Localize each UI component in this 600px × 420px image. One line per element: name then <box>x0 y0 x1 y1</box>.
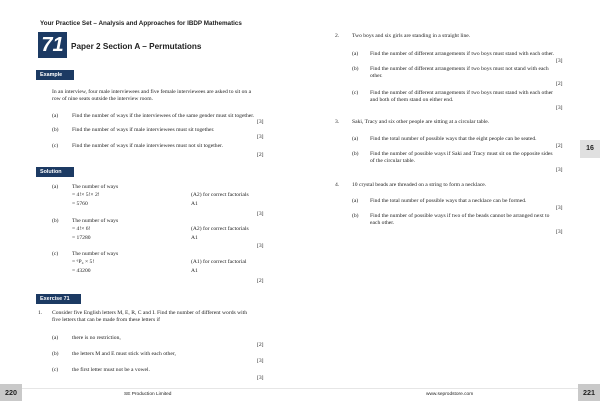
q2-part-b-line-2: other. <box>370 73 383 79</box>
book-header: Your Practice Set – Analysis and Approaches for IBDP Mathematics <box>40 20 242 27</box>
example-part-c-mark: [2] <box>257 152 264 158</box>
q2-number: 2. <box>335 33 340 39</box>
q1-part-b-label: (b) <box>52 351 59 357</box>
footer-website: www.seprodstore.com <box>426 392 474 397</box>
example-part-a-mark: [3] <box>257 119 264 125</box>
q1-part-c-mark: [3] <box>257 375 264 381</box>
unit-title: Paper 2 Section A – Permutations <box>71 42 202 51</box>
solution-label: Solution <box>36 167 74 177</box>
solution-part-a-line-1: The number of ways <box>72 184 119 190</box>
q2-part-c-mark: [3] <box>556 105 563 111</box>
chapter-tab: 16 <box>580 140 600 158</box>
q2-part-b-line-1: Find the number of different arrangements if two boys must not stand with each <box>370 66 549 72</box>
q1-part-a-mark: [2] <box>257 342 264 348</box>
footer-divider <box>0 388 600 389</box>
solution-part-a-note-2: A1 <box>191 201 198 207</box>
q1-part-a-text: there is no restriction, <box>72 335 121 341</box>
solution-part-a-label: (a) <box>52 184 59 190</box>
q2-part-b-label: (b) <box>352 66 359 72</box>
q1-text-line-1: Consider five English letters M, E, R, C and I. Find the number of different words with <box>52 310 248 316</box>
solution-part-c-note-1: (A1) for correct factorial <box>191 259 247 265</box>
q4-part-b-mark: [3] <box>556 229 563 235</box>
solution-part-c-line-2: = ⁶P₄ × 5! <box>72 259 95 265</box>
solution-part-a-mark: [3] <box>257 211 264 217</box>
solution-part-a-note-1: (A2) for correct factorials <box>191 192 249 198</box>
solution-part-c-line-1: The number of ways <box>72 251 119 257</box>
example-part-b-text: Find the number of ways if male interviewees must sit together. <box>72 127 215 133</box>
exercise-label: Exercise 71 <box>36 294 81 304</box>
q3-part-b-mark: [3] <box>556 167 563 173</box>
q1-number: 1. <box>38 310 43 316</box>
q3-part-b-line-1: Find the number of possible ways if Saki and Tracy must sit on the opposite sides <box>370 151 553 157</box>
q2-text: Two boys and six girls are standing in a straight line. <box>352 33 471 39</box>
example-part-b-mark: [3] <box>257 134 264 140</box>
q3-number: 3. <box>335 119 340 125</box>
solution-part-b-note-1: (A2) for correct factorials <box>191 226 249 232</box>
q4-part-b-label: (b) <box>352 213 359 219</box>
example-label: Example <box>36 70 74 80</box>
q4-part-a-label: (a) <box>352 198 359 204</box>
q4-part-b-line-2: each other. <box>370 220 395 226</box>
q3-part-b-line-2: of the circular table. <box>370 158 416 164</box>
left-page-number: 220 <box>0 384 22 401</box>
q3-part-a-line-1: Find the total number of possible ways that the eight people can be seated. <box>370 136 537 142</box>
example-part-b-label: (b) <box>52 127 59 133</box>
q4-text: 10 crystal beads are threaded on a string to form a necklace. <box>352 182 487 188</box>
solution-part-c-note-2: A1 <box>191 268 198 274</box>
q2-part-c-label: (c) <box>352 90 359 96</box>
solution-part-c-mark: [2] <box>257 278 264 284</box>
footer-publisher: SE Production Limited <box>124 392 172 397</box>
q4-part-b-line-1: Find the number of possible ways if two of the beads cannot be arranged next to <box>370 213 550 219</box>
solution-part-b-mark: [3] <box>257 243 264 249</box>
q2-part-a-line-1: Find the number of different arrangements if two boys must stand with each other. <box>370 51 555 57</box>
example-intro-line-2: row of nine seats outside the interview room. <box>52 96 153 102</box>
q2-part-b-mark: [2] <box>556 81 563 87</box>
example-part-c-text: Find the number of ways if male interviewees must not sit together. <box>72 143 224 149</box>
q1-part-c-text: the first letter must not be a vowel. <box>72 367 150 373</box>
example-intro-line-1: In an interview, four male interviewees and five female interviewees are asked to sit on a <box>52 89 252 95</box>
q2-part-a-mark: [3] <box>556 58 563 64</box>
solution-part-b-line-3: = 17280 <box>72 235 91 241</box>
example-part-a-text: Find the number of ways if the interviewees of the same gender must sit together. <box>72 113 255 119</box>
solution-part-b-note-2: A1 <box>191 235 198 241</box>
q2-part-c-line-1: Find the number of different arrangements if two boys must stand with each other <box>370 90 554 96</box>
q3-part-a-label: (a) <box>352 136 359 142</box>
solution-part-c-label: (c) <box>52 251 59 257</box>
q3-part-b-label: (b) <box>352 151 359 157</box>
solution-part-b-label: (b) <box>52 218 59 224</box>
example-part-a-label: (a) <box>52 113 59 119</box>
solution-part-a-line-3: = 5760 <box>72 201 88 207</box>
solution-part-c-line-3: = 43200 <box>72 268 91 274</box>
unit-number-badge: 71 <box>38 32 67 58</box>
q1-part-c-label: (c) <box>52 367 59 373</box>
right-page-number: 221 <box>578 384 600 401</box>
solution-part-b-line-1: The number of ways <box>72 218 119 224</box>
q4-number: 4. <box>335 182 340 188</box>
q3-text: Saki, Tracy and six other people are sitting at a circular table. <box>352 119 490 125</box>
example-part-c-label: (c) <box>52 143 59 149</box>
q1-part-b-mark: [3] <box>257 358 264 364</box>
q4-part-a-line-1: Find the total number of possible ways that a necklace can be formed. <box>370 198 527 204</box>
solution-part-b-line-2: = 4!× 6! <box>72 226 91 232</box>
q2-part-a-label: (a) <box>352 51 359 57</box>
q1-part-a-label: (a) <box>52 335 59 341</box>
q3-part-a-mark: [2] <box>556 143 563 149</box>
q1-text-line-2: five letters that can be made from these letters if <box>52 317 160 323</box>
q4-part-a-mark: [3] <box>556 205 563 211</box>
q1-part-b-text: the letters M and E must stick with each other, <box>72 351 176 357</box>
solution-part-a-line-2: = 4!× 5!× 2! <box>72 192 100 198</box>
q2-part-c-line-2: and both of them stand on either end. <box>370 97 454 103</box>
